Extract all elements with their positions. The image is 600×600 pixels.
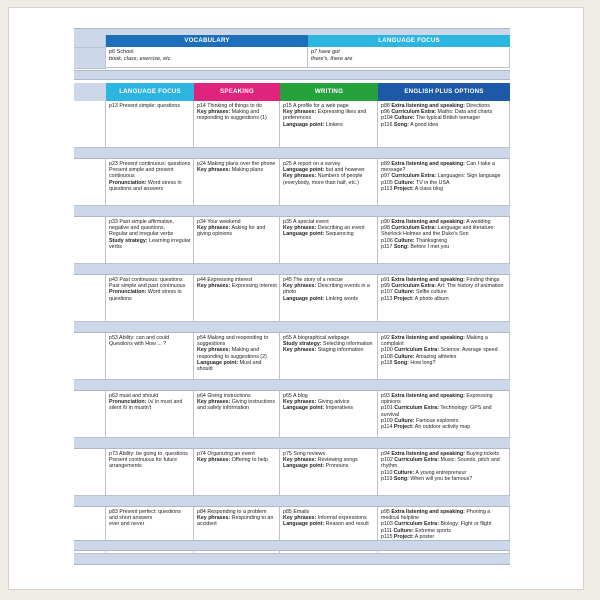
row-separator [74,264,510,275]
language-focus-cell [106,449,194,495]
cell-line: Past simple and past continuous [109,283,186,290]
cell-line: Study strategy: Learning irregular verbs [109,237,191,250]
speaking-cell [194,449,280,495]
writing-cell [280,333,378,379]
cell-line: p35 A special event [283,219,329,225]
cell-line: Regular and irregular verbs [109,231,174,238]
cell-line: p117 Song: Before I met you [381,243,450,250]
cell-line: p83 Present perfect: questions and short answers [109,509,181,522]
lf-line: p7 have got [311,49,340,55]
row-stub [74,159,106,205]
cell-line: p84 Responding to a problem [197,509,267,515]
cell-line: p54 Making and responding to suggestions [197,335,269,348]
cell-line: ever and never [109,521,145,528]
table-body [74,101,510,565]
row-stub [74,333,106,379]
cell-line: p99 Curriculum Extra: Art: The history of animation [381,283,504,290]
cell-line: Key phrases: Describing events in a photo [283,283,370,296]
cell-line: p43 Past continuous: questions [109,277,183,283]
cell-line: Present continuous for future arrangements [109,457,178,470]
english-plus-cell [378,449,510,495]
cell-line: Language point: but and however [283,167,365,174]
cell-line: p109 Culture: Famous explorers [381,417,459,424]
language-focus-header: LANGUAGE FOCUS [308,35,510,47]
cell-line: p34 Your weekend [197,219,241,225]
cell-line: p64 Giving instructions [197,393,251,399]
language-focus-cell [106,217,194,263]
cell-line: Questions with How ... ? [109,341,167,348]
cell-line: p91 Extra listening and speaking: Finding things [381,277,500,283]
table-row [74,101,510,148]
cell-line: Study strategy: Selecting information [283,341,373,348]
cell-line: p74 Organizing an event [197,451,255,457]
cell-line: Key phrases: Giving advice [283,399,350,406]
vocab-line: p6 School [109,49,134,55]
language-focus-cell [308,48,510,68]
cell-line: p102 Curriculum Extra: Music: Sounds, pitch and rhythm [381,457,500,470]
table-row [74,275,510,322]
row-stub [74,275,106,321]
cell-line: p104 Culture: The typical British teenager [381,115,481,122]
cell-line: p92 Extra listening and speaking: Making a complaint [381,335,488,348]
cell-line: p111 Culture: Extreme sports [381,527,451,534]
row-separator [74,496,510,507]
cell-line: p90 Extra listening and speaking: A wedding [381,219,491,225]
cell-line: Language point: Linkers [283,121,343,128]
units-table [74,83,510,565]
cell-line: p115 Project: A poster [381,533,435,540]
english-plus-cell [378,275,510,321]
cell-line: p116 Song: A good idea [381,121,439,128]
cell-line: p103 Curriculum Extra: Biology: Fight or flight [381,521,492,528]
cell-line: p65 A blog [283,393,308,399]
speaking-cell [194,217,280,263]
language-focus-cell [106,275,194,321]
cell-line: Key phrases: Making and responding to suggestions (1) [197,109,267,122]
cell-line: Pronunciation: /ʌ/ in must and silent /t/ in mustn't [109,399,183,412]
vocab-line: book, class, exercise, etc. [109,56,172,62]
stub-cell [74,48,106,69]
cell-line: Language point: Imperatives [283,405,354,412]
speaking-cell [194,159,280,205]
row-separator [74,554,510,565]
mid-band [74,70,510,80]
language-focus-column-header: LANGUAGE FOCUS [106,83,194,101]
table-row [74,333,510,380]
cell-line: p75 Song reviews [283,451,326,457]
cell-line: Key phrases: Making plans [197,167,263,174]
row-stub [74,449,106,495]
cell-line: Key phrases: Asking for and giving opinions [197,225,266,238]
writing-cell [280,217,378,263]
cell-line: Key phrases: Offering to help [197,457,268,464]
cell-line: p63 must and should [109,393,159,399]
cell-line: p105 Culture: TV in the USA [381,179,450,186]
cell-line: Key phrases: Giving instructions and safety information [197,399,276,412]
english-plus-cell [378,101,510,147]
cell-line: p98 Curriculum Extra: Language and literature: Sherlock Holmes and the Duke's Son [381,225,495,238]
table-row [74,449,510,496]
writing-cell [280,391,378,437]
stub-cell [74,35,106,48]
cell-line: p95 Extra listening and speaking: Phoning a medical helpline [381,509,491,522]
cell-line: p24 Making plans over the phone [197,161,276,167]
cell-line: p113 Project: A class blog [381,185,444,192]
cell-line: p53 Ability: can and could [109,335,170,341]
cell-line: p85 Emails [283,509,310,515]
cell-line: p15 A profile for a web page [283,103,349,109]
language-focus-cell [106,159,194,205]
speaking-cell [194,275,280,321]
row-separator [74,438,510,449]
writing-cell [280,449,378,495]
row-separator [74,380,510,391]
cell-line: p106 Culture: Thanksgiving [381,237,448,244]
cell-line: p114 Project: An outdoor activity map [381,424,471,431]
cell-line: Language point: Linking words [283,295,359,302]
cell-line: Key phrases: Numbers of people (everybody, more than half, etc.) [283,173,363,186]
cell-line: p73 Ability: be going to, questions [109,451,188,457]
table-row [74,217,510,264]
syllabus-page [8,7,584,590]
lf-line: there's, there are [311,56,353,62]
cell-line: p113 Project: A photo album [381,295,449,302]
cell-line: Key phrases: Describing an event [283,225,365,232]
cell-line: p100 Curriculum Extra: Science: Average speed [381,347,498,354]
cell-line: p107 Culture: Selfie culture [381,289,447,296]
cell-line: Pronunciation: Word stress in questions and answers [109,179,182,192]
cell-line: p118 Song: How long? [381,359,436,366]
row-separator [74,206,510,217]
vocabulary-header: VOCABULARY [106,35,308,47]
cell-line: Language point: Sequencing [283,231,354,238]
cell-line: p14 Thinking of things to do [197,103,262,109]
stub-cell [74,83,106,101]
cell-line: p110 Culture: A young entrepreneur [381,469,467,476]
cell-line: Key phrases: Responding to an accident [197,515,274,528]
cell-line: p89 Extra listening and speaking: Can I take a message? [381,161,495,174]
cell-line: Present simple and present continuous [109,167,174,180]
writing-cell [280,275,378,321]
cell-line: Key phrases: Informal expressions [283,515,367,522]
cell-line: Language point: Reason and result [283,521,369,528]
writing-cell [280,159,378,205]
speaking-cell [194,333,280,379]
cell-line: p101 Curriculum Extra: Technology: GPS and survival [381,405,492,418]
cell-line: p13 Present simple: questions [109,103,180,109]
cell-line: Key phrases: Expressing likes and preferences [283,109,367,122]
cell-line: p108 Culture: Amazing athletes [381,353,457,360]
cell-line: p97 Curriculum Extra: Languages: Sign language [381,173,501,180]
row-separator [74,322,510,333]
cell-line: p55 A biographical webpage [283,335,350,341]
language-focus-cell [106,333,194,379]
speaking-cell [194,391,280,437]
english-plus-cell [378,391,510,437]
row-stub [74,391,106,437]
cell-line: p44 Expressing interest [197,277,253,283]
bottom-band [74,540,510,551]
cell-line: p33 Past simple affirmative, negative and questions, [109,219,174,232]
cell-line: Key phrases: Expressing interest [197,283,277,290]
cell-line: Key phrases: Making and responding to suggestions (2) [197,347,267,360]
cell-line: p25 A report on a survey [283,161,341,167]
cell-line: p119 Song: When will you be famous? [381,475,473,482]
vocabulary-language-focus-table [74,35,510,69]
table-header-row [74,83,510,101]
english-plus-cell [378,217,510,263]
writing-cell [280,101,378,147]
speaking-cell [194,101,280,147]
cell-line: p94 Extra listening and speaking: Buying tickets [381,451,500,457]
speaking-column-header: SPEAKING [194,83,280,101]
cell-line: p96 Curriculum Extra: Maths: Data and charts [381,109,493,116]
table-row [74,391,510,438]
cell-line: Language point: Pronouns [283,463,349,470]
english-plus-cell [378,333,510,379]
cell-line: Pronunciation: Word stress in questions [109,289,182,302]
english-plus-cell [378,159,510,205]
row-separator [74,148,510,159]
table-row [74,159,510,206]
cell-line: p88 Extra listening and speaking: Directions [381,103,490,109]
cell-line: p45 The story of a rescue [283,277,343,283]
language-focus-cell [106,391,194,437]
language-focus-cell [106,101,194,147]
cell-line: p93 Extra listening and speaking: Expressing opinions [381,393,493,406]
cell-line: p23 Present continuous: questions [109,161,191,167]
vocabulary-cell [106,48,308,68]
cell-line: Language point: Must and should [197,359,262,373]
cell-line: Key phrases: Staging information [283,347,364,354]
row-stub [74,101,106,147]
writing-column-header: WRITING [280,83,378,101]
row-stub [74,217,106,263]
english-plus-column-header: ENGLISH PLUS OPTIONS [378,83,510,101]
cell-line: Key phrases: Reviewing songs [283,457,358,464]
